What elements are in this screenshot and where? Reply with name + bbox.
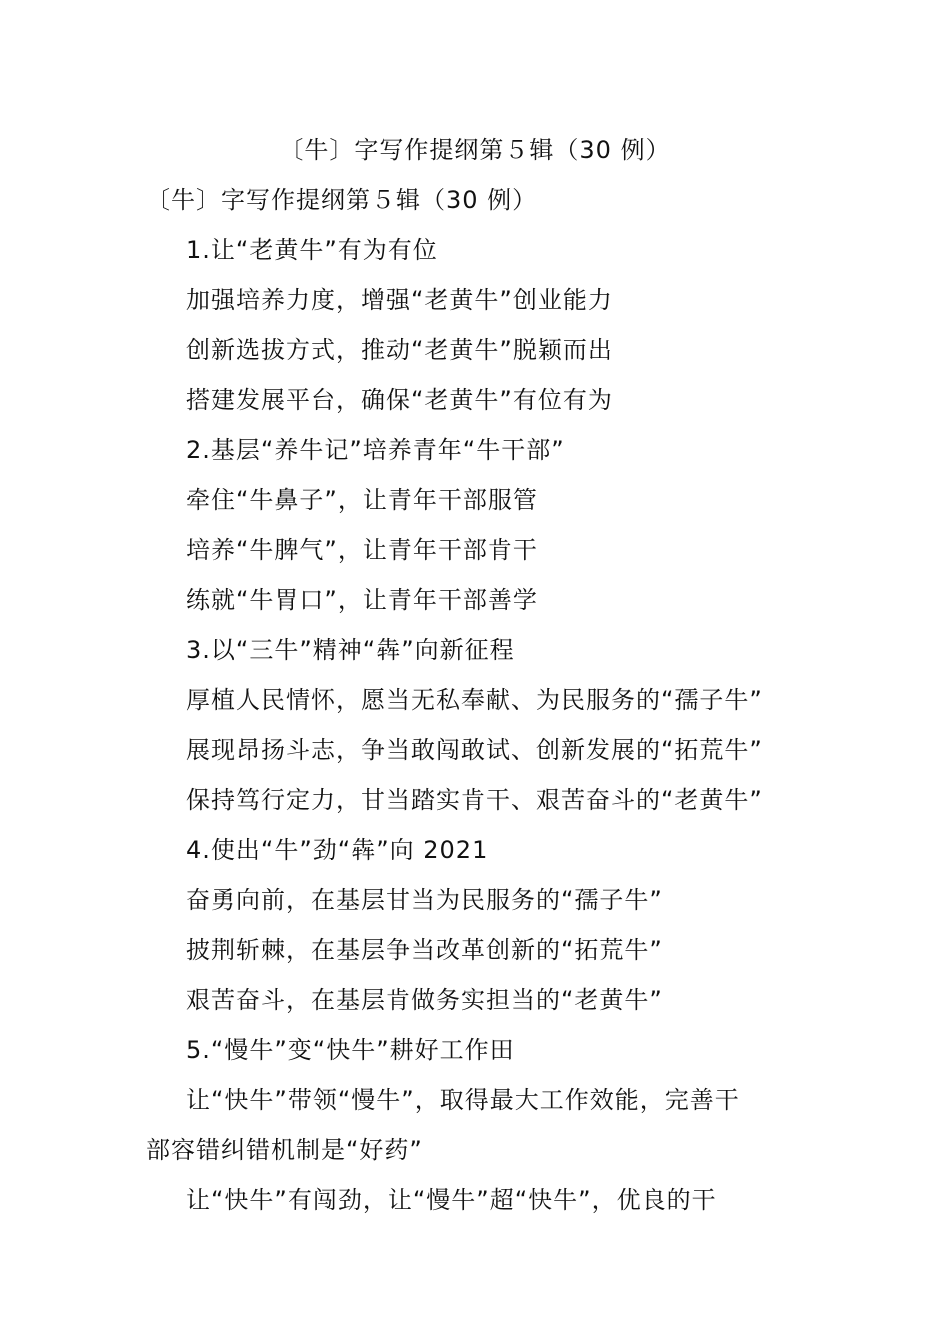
outline-item: 展现昂扬斗志，争当敢闯敢试、创新发展的“拓荒牛” (186, 736, 763, 764)
paragraph-line: 让“快牛”有闯劲，让“慢牛”超“快牛”，优良的干 (186, 1186, 717, 1214)
outline-item: 加强培养力度，增强“老黄牛”创业能力 (186, 286, 613, 314)
outline-item: 搭建发展平台，确保“老黄牛”有位有为 (186, 386, 613, 414)
outline-item: 保持笃行定力，甘当踏实肯干、艰苦奋斗的“老黄牛” (186, 786, 763, 814)
heading-4: 4.使出“牛”劲“犇”向 2021 (186, 836, 489, 864)
document-title: 〔牛〕字写作提纲第５辑（30 例） (279, 136, 671, 164)
document-subtitle: 〔牛〕字写作提纲第５辑（30 例） (146, 186, 538, 214)
heading-5: 5.“慢牛”变“快牛”耕好工作田 (186, 1036, 515, 1064)
outline-item: 练就“牛胃口”，让青年干部善学 (186, 586, 538, 614)
paragraph-line: 部容错纠错机制是“好药” (146, 1136, 423, 1164)
outline-item: 披荆斩棘，在基层争当改革创新的“拓荒牛” (186, 936, 663, 964)
heading-1: 1.让“老黄牛”有为有位 (186, 236, 438, 264)
heading-2: 2.基层“养牛记”培养青年“牛干部” (186, 436, 565, 464)
paragraph-line: 让“快牛”带领“慢牛”，取得最大工作效能，完善干 (186, 1086, 740, 1114)
outline-item: 艰苦奋斗，在基层肯做务实担当的“老黄牛” (186, 986, 663, 1014)
outline-item: 奋勇向前，在基层甘当为民服务的“孺子牛” (186, 886, 663, 914)
outline-item: 牵住“牛鼻子”，让青年干部服管 (186, 486, 538, 514)
outline-item: 创新选拔方式，推动“老黄牛”脱颖而出 (186, 336, 613, 364)
outline-item: 培养“牛脾气”，让青年干部肯干 (186, 536, 538, 564)
heading-3: 3.以“三牛”精神“犇”向新征程 (186, 636, 515, 664)
outline-item: 厚植人民情怀，愿当无私奉献、为民服务的“孺子牛” (186, 686, 763, 714)
